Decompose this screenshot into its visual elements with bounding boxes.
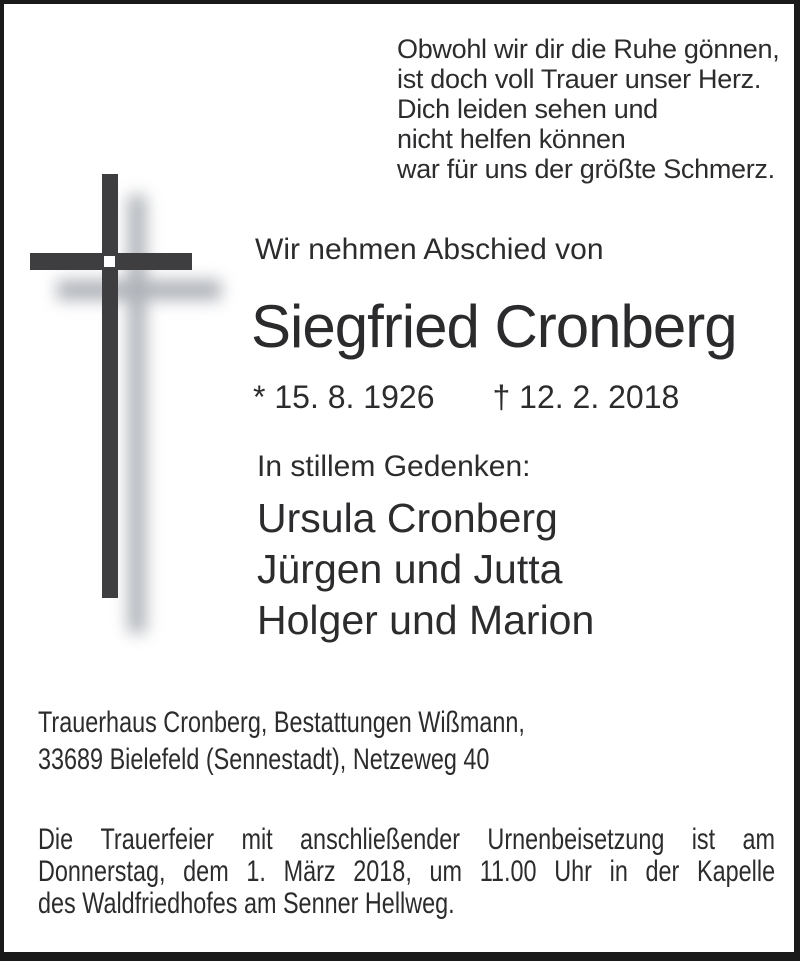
birth-date: * 15. 8. 1926 — [253, 379, 435, 415]
word: der — [645, 855, 680, 888]
word: Trauerfeier — [100, 823, 215, 856]
verse-line: Obwohl wir dir die Ruhe gönnen, — [397, 34, 780, 64]
word: dem — [183, 855, 229, 888]
mourner: Holger und Marion — [257, 597, 595, 643]
address-line: 33689 Bielefeld (Sennestadt), Netzeweg 40 — [38, 743, 490, 776]
word: Uhr — [554, 855, 592, 888]
life-dates — [253, 379, 679, 416]
verse-line: war für uns der größte Schmerz. — [397, 154, 775, 184]
notice-line — [38, 856, 775, 888]
mourner: Ursula Cronberg — [257, 495, 558, 541]
death-date: † 12. 2. 2018 — [492, 379, 680, 415]
word: Urnenbeisetzung — [487, 823, 665, 856]
address-line: Trauerhaus Cronberg, Bestattungen Wißmann, — [38, 706, 525, 739]
funeral-home-address — [38, 704, 525, 778]
memoriam-heading: In stillem Gedenken: — [257, 450, 531, 483]
verse-line: ist doch voll Trauer unser Herz. — [397, 64, 762, 94]
word: Die — [38, 823, 74, 856]
word: anschließender — [300, 823, 461, 856]
funeral-notice — [38, 824, 775, 920]
word: Donnerstag, — [38, 855, 166, 888]
farewell-line: Wir nehmen Abschied von — [255, 233, 604, 266]
word: 1. — [246, 855, 266, 888]
verse-line: Dich leiden sehen und — [397, 94, 658, 124]
notice-line — [38, 824, 775, 856]
word: März — [283, 855, 336, 888]
memorial-verse — [397, 34, 779, 184]
deceased-name: Siegfried Cronberg — [251, 293, 737, 360]
word: um — [429, 855, 463, 888]
word: am — [742, 823, 776, 856]
word: 11.00 — [479, 855, 537, 888]
word: 2018, — [353, 855, 412, 888]
word: Kapelle — [697, 855, 776, 888]
notice-line: des Waldfriedhofes am Senner Hellweg. — [38, 887, 455, 920]
cross-center-square — [104, 256, 115, 267]
verse-line: nicht helfen können — [397, 124, 626, 154]
word: mit — [241, 823, 273, 856]
mourner: Jürgen und Jutta — [257, 546, 563, 592]
word: in — [609, 855, 628, 888]
mourners-list — [257, 493, 594, 646]
word: ist — [691, 823, 716, 856]
